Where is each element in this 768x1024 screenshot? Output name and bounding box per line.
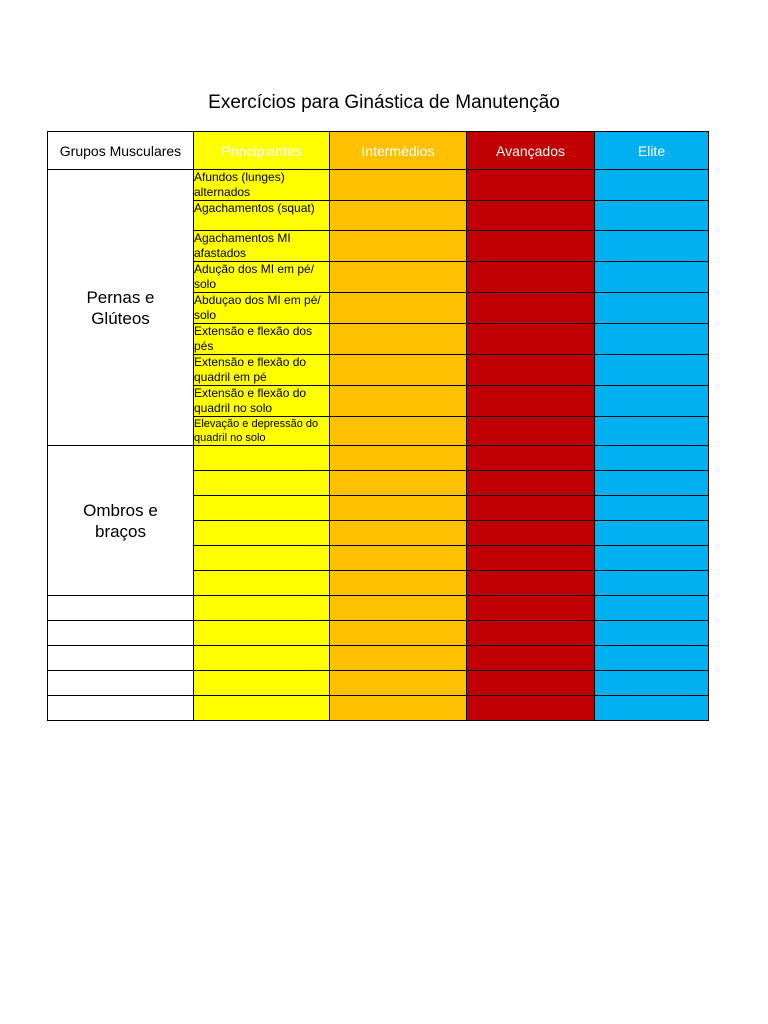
advanced-cell xyxy=(467,571,595,596)
elite-cell xyxy=(595,496,709,521)
intermediate-cell xyxy=(330,231,467,262)
intermediate-cell xyxy=(330,696,467,721)
intermediate-cell xyxy=(330,621,467,646)
header-groups: Grupos Musculares xyxy=(48,132,194,170)
intermediate-cell xyxy=(330,646,467,671)
elite-cell xyxy=(595,471,709,496)
intermediate-cell xyxy=(330,262,467,293)
group-cell xyxy=(48,696,194,721)
header-intermediate: Intermédios xyxy=(330,132,467,170)
empty-row xyxy=(48,596,709,621)
header-row xyxy=(48,132,709,170)
elite-cell xyxy=(595,201,709,231)
elite-cell xyxy=(595,386,709,417)
intermediate-cell xyxy=(330,324,467,355)
advanced-cell xyxy=(467,621,595,646)
group-cell xyxy=(48,671,194,696)
advanced-cell xyxy=(467,496,595,521)
page-title: Exercícios para Ginástica de Manutenção xyxy=(208,92,560,113)
elite-cell xyxy=(595,417,709,446)
advanced-cell xyxy=(467,231,595,262)
exercise-cell xyxy=(194,546,330,571)
elite-cell xyxy=(595,646,709,671)
elite-cell xyxy=(595,355,709,386)
empty-row xyxy=(48,696,709,721)
advanced-cell xyxy=(467,293,595,324)
group-cell xyxy=(48,621,194,646)
exercise-cell: Extensão e flexão do quadril em pé xyxy=(194,355,330,386)
group-label-text: Ombros e braços xyxy=(83,500,158,541)
elite-cell xyxy=(595,546,709,571)
exercise-cell: Abduçao dos MI em pé/ solo xyxy=(194,293,330,324)
beginner-cell xyxy=(194,696,330,721)
group-label-text: Pernas e Glúteos xyxy=(86,287,155,328)
empty-row xyxy=(48,621,709,646)
advanced-cell xyxy=(467,521,595,546)
intermediate-cell xyxy=(330,596,467,621)
intermediate-cell xyxy=(330,571,467,596)
exercise-table xyxy=(47,131,709,721)
exercise-cell xyxy=(194,571,330,596)
group-cell xyxy=(48,596,194,621)
elite-cell xyxy=(595,671,709,696)
elite-cell xyxy=(595,521,709,546)
advanced-cell xyxy=(467,446,595,471)
intermediate-cell xyxy=(330,671,467,696)
intermediate-cell xyxy=(330,546,467,571)
intermediate-cell xyxy=(330,417,467,446)
elite-cell xyxy=(595,696,709,721)
header-elite: Elite xyxy=(595,132,709,170)
exercise-cell: Afundos (lunges) alternados xyxy=(194,170,330,201)
advanced-cell xyxy=(467,324,595,355)
exercise-cell: Elevação e depressão do quadril no solo xyxy=(194,417,330,446)
group-label-legs xyxy=(48,170,194,446)
intermediate-cell xyxy=(330,170,467,201)
intermediate-cell xyxy=(330,293,467,324)
exercise-cell xyxy=(194,446,330,471)
advanced-cell xyxy=(467,262,595,293)
exercise-cell: Adução dos MI em pé/ solo xyxy=(194,262,330,293)
table-row xyxy=(48,170,709,201)
exercise-cell: Agachamentos MI afastados xyxy=(194,231,330,262)
advanced-cell xyxy=(467,355,595,386)
intermediate-cell xyxy=(330,521,467,546)
elite-cell xyxy=(595,596,709,621)
advanced-cell xyxy=(467,546,595,571)
elite-cell xyxy=(595,262,709,293)
empty-row xyxy=(48,671,709,696)
exercise-cell: Extensão e flexão do quadril no solo xyxy=(194,386,330,417)
header-beginners: Principiantes xyxy=(194,132,330,170)
advanced-cell xyxy=(467,646,595,671)
advanced-cell xyxy=(467,386,595,417)
exercise-cell xyxy=(194,521,330,546)
elite-cell xyxy=(595,571,709,596)
advanced-cell xyxy=(467,417,595,446)
elite-cell xyxy=(595,170,709,201)
advanced-cell xyxy=(467,671,595,696)
header-advanced: Avançados xyxy=(467,132,595,170)
intermediate-cell xyxy=(330,386,467,417)
elite-cell xyxy=(595,231,709,262)
elite-cell xyxy=(595,446,709,471)
intermediate-cell xyxy=(330,471,467,496)
beginner-cell xyxy=(194,671,330,696)
exercise-cell: Extensão e flexão dos pés xyxy=(194,324,330,355)
beginner-cell xyxy=(194,621,330,646)
group-cell xyxy=(48,646,194,671)
exercise-cell xyxy=(194,496,330,521)
exercise-cell: Agachamentos (squat) xyxy=(194,201,330,231)
empty-row xyxy=(48,646,709,671)
intermediate-cell xyxy=(330,496,467,521)
advanced-cell xyxy=(467,170,595,201)
intermediate-cell xyxy=(330,446,467,471)
elite-cell xyxy=(595,293,709,324)
intermediate-cell xyxy=(330,201,467,231)
advanced-cell xyxy=(467,696,595,721)
table-row xyxy=(48,446,709,471)
advanced-cell xyxy=(467,596,595,621)
beginner-cell xyxy=(194,646,330,671)
intermediate-cell xyxy=(330,355,467,386)
advanced-cell xyxy=(467,201,595,231)
exercise-cell xyxy=(194,471,330,496)
elite-cell xyxy=(595,621,709,646)
beginner-cell xyxy=(194,596,330,621)
advanced-cell xyxy=(467,471,595,496)
elite-cell xyxy=(595,324,709,355)
group-label-arms xyxy=(48,446,194,596)
